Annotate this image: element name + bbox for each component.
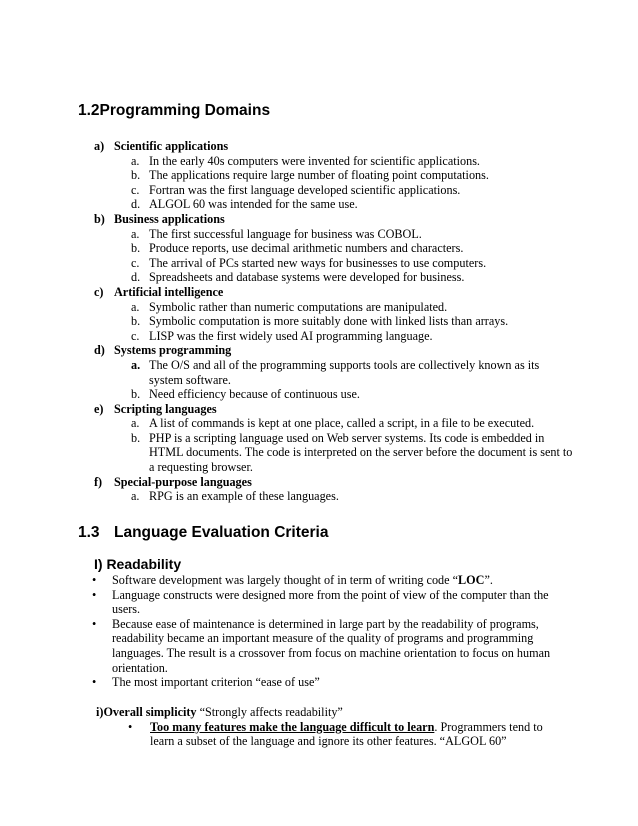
section-title: Language Evaluation Criteria [114,524,329,541]
bullet-icon: • [92,587,97,602]
programming-domains-list [94,139,574,504]
list-item: a. Symbolic rather than numeric computations are manipulated. [131,299,448,314]
list-item: • Too many features make the language difficult to learn. Programmers tend to learn a subset of the language and ignore its other features. “ALGOL 60” [128,719,543,749]
list-item: b. The applications require large number of floating point computations. [131,168,489,183]
list-item: c. LISP was the first widely used AI programming language. [131,328,433,343]
overall-simplicity-block [96,705,566,749]
section-number: 1.3 [78,524,100,541]
domain-title: Artificial intelligence [114,284,224,299]
list-item: • Software development was largely thought of in term of writing code “LOC”. [92,573,493,587]
domain-title: Scripting languages [114,401,217,416]
subheading-readability: I) Readability [94,556,182,572]
domain-label: d) [94,343,105,358]
overall-simplicity-heading: i)Overall simplicity “Strongly affects readability” [96,705,343,719]
list-item: • Because ease of maintenance is determined in large part by the readability of programs, readability became an important measure of the quality of programs and programming languages. The result is a crossover from focus on machine orientation to focus on human orientation. [92,616,551,675]
list-item: c. Fortran was the first language developed scientific applications. [131,182,461,197]
domain-business [94,212,574,285]
list-item: a. RPG is an example of these languages. [131,489,339,504]
bullet-icon: • [128,719,133,734]
domain-systems-programming [94,343,574,401]
readability-bullet-list [92,573,567,690]
list-item: b. Symbolic computation is more suitably done with linked lists than arrays. [131,314,509,329]
list-item: • Language constructs were designed more from the point of view of the computer than the users. [92,587,549,617]
list-item: b. PHP is a scripting language used on Web server systems. Its code is embedded in HTML documents. The code is interpreted on the server before the document is sent to a requesting browser. [131,430,573,475]
domain-scripting-languages [94,402,574,475]
domain-artificial-intelligence [94,285,574,343]
list-item: b. Produce reports, use decimal arithmetic numbers and characters. [131,241,464,256]
domain-label: c) [94,284,104,299]
domain-scientific [94,139,574,212]
bullet-icon: • [92,616,97,631]
section-heading-evaluation-criteria [78,526,328,541]
list-item: d. Spreadsheets and database systems were developed for business. [131,270,465,285]
domain-title: Business applications [114,211,225,226]
list-item: b. Need efficiency because of continuous use. [131,387,360,402]
domain-label: a) [94,139,105,153]
domain-title: Scientific applications [114,139,229,153]
bullet-icon: • [92,573,97,587]
loc-term: LOC [458,573,485,587]
list-item: • The most important criterion “ease of use” [92,675,320,690]
list-item: a. In the early 40s computers were invented for scientific applications. [131,153,480,168]
list-item: a. A list of commands is kept at one place, called a script, in a file to be executed. [131,416,535,431]
section-heading-programming-domains: 1.2Programming Domains [78,102,271,119]
list-item: c. The arrival of PCs started new ways for businesses to use computers. [131,255,487,270]
list-item: d. ALGOL 60 was intended for the same use. [131,197,358,212]
domain-label: f) [94,474,103,489]
bullet-icon: • [92,675,97,690]
domain-label: b) [94,211,105,226]
list-item: a. The first successful language for business was COBOL. [131,226,422,241]
domain-label: e) [94,401,104,416]
list-item: a. The O/S and all of the programming supports tools are collectively known as its system software. [131,357,540,387]
underlined-emphasis: Too many features make the language difficult to learn [150,719,435,734]
domain-title: Special-purpose languages [114,474,252,489]
domain-special-purpose [94,475,574,504]
domain-title: Systems programming [114,343,232,358]
